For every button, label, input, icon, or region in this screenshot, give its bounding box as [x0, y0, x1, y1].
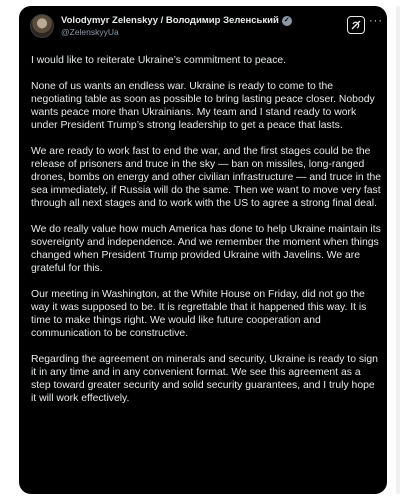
tweet-paragraph: Regarding the agreement on minerals and security, Ukraine is ready to sign it in any time and in any convenient format. We see this agreement as a step toward greater security and solid security guarantees, and I truly hope it will work effectively. [31, 354, 378, 404]
author-name[interactable]: Volodymyr Zelenskyy / Володимир Зеленський [61, 15, 279, 26]
avatar[interactable] [30, 14, 54, 38]
page-scrollbar[interactable] [396, 6, 400, 494]
tweet-card [19, 6, 387, 494]
tweet-paragraph: None of us wants an endless war. Ukraine is ready to come to the negotiating table as soon as possible to bring lasting peace closer. Nobody wants peace more than Ukrainians. My team and I stand ready to work under President Trump’s strong leadership to get a peace that lasts. [31, 81, 375, 131]
grok-icon[interactable] [347, 16, 365, 34]
tweet-paragraph: We are ready to work fast to end the war, and the first stages could be the release of prisoners and truce in the sky — ban on missiles, long-ranged drones, bombs on energy and other civilian infrastructure — and truce in the sea immediately, if Russia will do the same. Then we want to move very fast through all next stages and to work with the US to agree a strong final deal. [31, 146, 382, 209]
author-handle[interactable]: @ZelenskyyUa [61, 27, 119, 37]
tweet-header [19, 6, 387, 46]
tweet-body [31, 54, 381, 418]
author-name-row[interactable] [61, 15, 292, 26]
tweet-paragraph: Our meeting in Washington, at the White House on Friday, did not go the way it was supposed to be. It is regrettable that it happened this way. It is time to make things right. We would like future cooperation and communication to be constructive. [31, 289, 367, 339]
verified-badge-icon: ✓ [282, 16, 292, 26]
tweet-paragraph: We do really value how much America has done to help Ukraine maintain its sovereignty and independence. And we remember the moment when things changed when President Trump provided Ukraine with Javelins. We are grateful for this. [31, 224, 381, 274]
tweet-paragraph: I would like to reiterate Ukraine’s commitment to peace. [31, 55, 287, 66]
more-options-icon[interactable]: ··· [369, 15, 383, 27]
